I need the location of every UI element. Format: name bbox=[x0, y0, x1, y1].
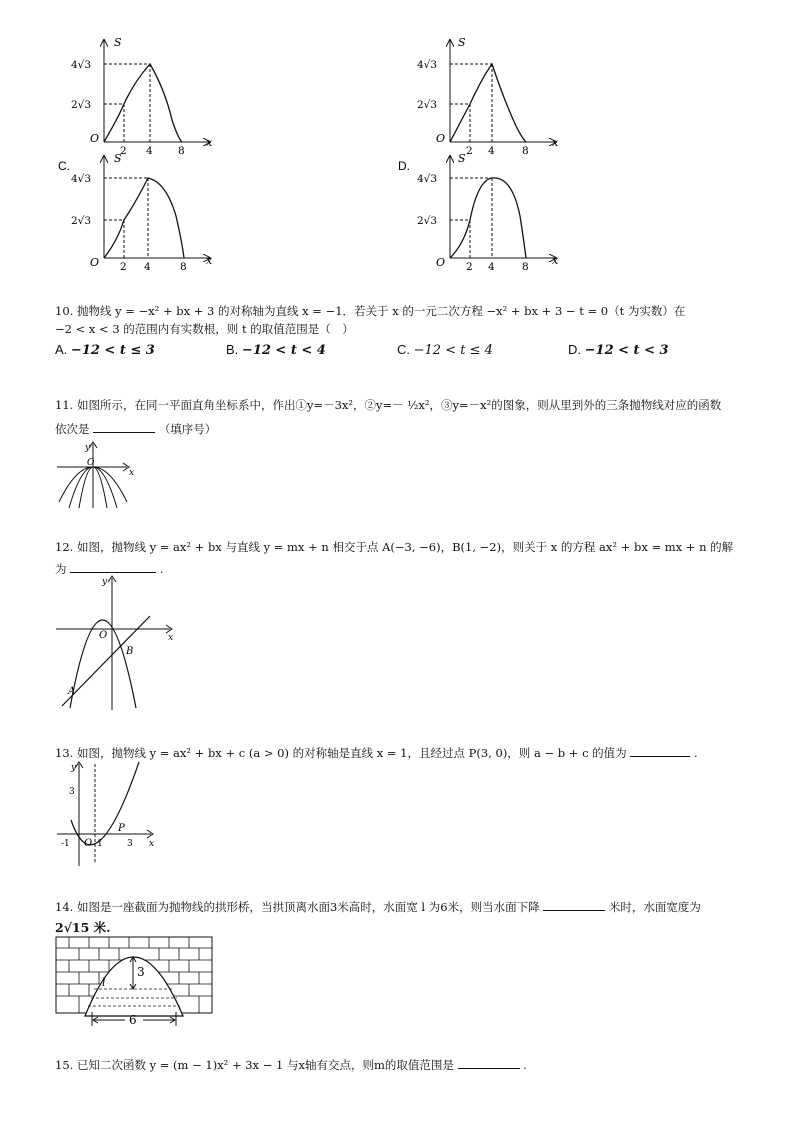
option-label: D. bbox=[568, 342, 581, 357]
q13-x-tick-minus1: -1 bbox=[61, 839, 70, 849]
graph-d bbox=[417, 152, 559, 273]
origin-label: O bbox=[436, 132, 446, 145]
q13-stem-suffix: . bbox=[693, 746, 698, 760]
x-tick-4: 4 bbox=[488, 145, 495, 157]
y-tick-mid: 2√3 bbox=[71, 99, 92, 111]
q10-option-b[interactable] bbox=[226, 342, 326, 358]
option-text: −12 < t < 3 bbox=[584, 343, 669, 358]
q11-line2 bbox=[55, 420, 216, 438]
q13-point-p: P bbox=[118, 823, 125, 834]
x-tick-8: 8 bbox=[180, 261, 187, 273]
q11-x-label: x bbox=[129, 468, 135, 478]
q10-number: 10. bbox=[55, 304, 74, 318]
x-tick-8: 8 bbox=[178, 145, 185, 157]
q12-figure bbox=[52, 572, 178, 712]
q13-number: 13. bbox=[55, 746, 74, 760]
option-label: A. bbox=[55, 342, 68, 357]
q11-number: 11. bbox=[55, 398, 74, 412]
q14-number: 14. bbox=[55, 900, 74, 914]
q14-stem-1b: 米时，水面宽度为 bbox=[608, 900, 701, 914]
option-text: −12 < t ≤ 3 bbox=[70, 343, 155, 358]
s-axis-label: S bbox=[458, 152, 466, 165]
x-tick-2: 2 bbox=[120, 145, 127, 157]
q10-stem-1: 抛物线 y = −x² + bx + 3 的对称轴为直线 x = −1．若关于 x 的一元二次方程 −x² + bx + 3 − t = 0（t 为实数）在 bbox=[76, 304, 686, 318]
q11-stem-suffix: （填序号） bbox=[158, 422, 217, 436]
q14-stem-2: 2√15 米. bbox=[55, 920, 111, 935]
q11-origin-label: O bbox=[87, 458, 95, 468]
y-tick-mid: 2√3 bbox=[71, 215, 92, 227]
q13-figure bbox=[55, 758, 163, 868]
option-graphs bbox=[60, 30, 780, 280]
origin-label: O bbox=[90, 132, 100, 145]
q13-x-label: x bbox=[149, 839, 155, 849]
q10-option-a[interactable] bbox=[55, 342, 155, 358]
q12-point-b: B bbox=[126, 646, 134, 657]
graph-c bbox=[71, 152, 213, 273]
q14-bridge-figure bbox=[55, 936, 213, 1028]
q15-line1 bbox=[55, 1056, 527, 1074]
x-axis-label: x bbox=[552, 136, 559, 149]
q11-answer-blank[interactable] bbox=[93, 420, 155, 433]
q12-y-label: y bbox=[102, 577, 108, 587]
y-tick-top: 4√3 bbox=[417, 173, 438, 185]
q12-line1 bbox=[55, 538, 733, 556]
option-c-label: C. bbox=[58, 159, 70, 173]
q11-y-label: y bbox=[85, 443, 91, 453]
q14-line1 bbox=[55, 898, 701, 916]
option-d-label: D. bbox=[398, 159, 410, 173]
x-tick-2: 2 bbox=[466, 261, 473, 273]
q12-origin-label: O bbox=[99, 630, 108, 641]
s-axis-label: S bbox=[458, 36, 466, 49]
q15-stem-1: 已知二次函数 y = (m − 1)x² + 3x − 1 与x轴有交点，则m的取值范围是 bbox=[76, 1058, 454, 1072]
q13-origin-label: O bbox=[84, 838, 93, 849]
q10-line1 bbox=[55, 302, 685, 320]
x-tick-4: 4 bbox=[488, 261, 495, 273]
q12-number: 12. bbox=[55, 540, 74, 554]
x-axis-label: x bbox=[206, 254, 213, 267]
q13-answer-blank[interactable] bbox=[630, 744, 690, 757]
q10-option-c[interactable] bbox=[397, 342, 493, 358]
q10-option-d[interactable] bbox=[568, 342, 669, 358]
x-tick-2: 2 bbox=[120, 261, 127, 273]
s-axis-label: S bbox=[114, 36, 122, 49]
option-label: B. bbox=[226, 342, 239, 357]
q15-answer-blank[interactable] bbox=[458, 1056, 520, 1069]
q11-stem-1: 如图所示，在同一平面直角坐标系中，作出①y=－3x²，②y=－ ½x²，③y=－x²的图象，则从里到外的三条抛物线对应的函数 bbox=[76, 398, 722, 412]
q15-number: 15. bbox=[55, 1058, 74, 1072]
s-axis-label: S bbox=[114, 152, 122, 165]
q12-stem-1: 如图，抛物线 y = ax² + bx 与直线 y = mx + n 相交于点 A(−3, −6)，B(1, −2)，则关于 x 的方程 ax² + bx = mx + n 的解 bbox=[76, 540, 734, 554]
q12-x-label: x bbox=[168, 633, 174, 643]
q11-stem-2: 依次是 bbox=[55, 422, 90, 436]
y-tick-mid: 2√3 bbox=[417, 215, 438, 227]
origin-label: O bbox=[436, 256, 446, 269]
q11-line1 bbox=[55, 396, 721, 414]
q14-height-label: 3 bbox=[137, 965, 145, 979]
x-tick-8: 8 bbox=[522, 261, 529, 273]
q13-x-tick-1: 1 bbox=[97, 839, 103, 849]
y-tick-top: 4√3 bbox=[71, 173, 92, 185]
x-tick-4: 4 bbox=[146, 145, 153, 157]
option-text: −12 < t ≤ 4 bbox=[413, 343, 493, 358]
q14-width-label: 6 bbox=[129, 1013, 137, 1027]
q13-x-tick-3: 3 bbox=[127, 839, 133, 849]
option-label: C. bbox=[397, 342, 410, 357]
q14-width-symbol: l bbox=[102, 976, 106, 989]
q15-stem-suffix: . bbox=[523, 1058, 527, 1072]
q13-y-label: y bbox=[71, 763, 77, 773]
q14-answer-blank[interactable] bbox=[543, 898, 605, 911]
x-tick-4: 4 bbox=[144, 261, 151, 273]
q13-stem-1: 如图，抛物线 y = ax² + bx + c (a > 0) 的对称轴是直线 x = 1，且经过点 P(3, 0)，则 a − b + c 的值为 bbox=[76, 746, 627, 760]
y-tick-top: 4√3 bbox=[417, 59, 438, 71]
q13-y-tick-3: 3 bbox=[69, 787, 75, 797]
q14-stem-1a: 如图是一座截面为抛物线的拱形桥，当拱顶离水面3米高时，水面宽 l 为6米，则当水面下降 bbox=[76, 900, 540, 914]
x-axis-label: x bbox=[206, 136, 213, 149]
option-text: −12 < t < 4 bbox=[241, 343, 326, 358]
x-axis-label: x bbox=[552, 254, 559, 267]
q12-point-a: A bbox=[68, 686, 76, 697]
x-tick-8: 8 bbox=[522, 145, 529, 157]
q12-stem-2: 为 bbox=[55, 562, 67, 576]
q11-figure bbox=[55, 440, 137, 510]
graph-b bbox=[417, 36, 559, 157]
y-tick-mid: 2√3 bbox=[417, 99, 438, 111]
origin-label: O bbox=[90, 256, 100, 269]
q12-stem-suffix: . bbox=[159, 562, 164, 576]
x-tick-2: 2 bbox=[466, 145, 473, 157]
graph-a bbox=[71, 36, 213, 157]
y-tick-top: 4√3 bbox=[71, 59, 92, 71]
q10-stem-2: −2 < x < 3 的范围内有实数根，则 t 的取值范围是（ ） bbox=[55, 322, 354, 336]
